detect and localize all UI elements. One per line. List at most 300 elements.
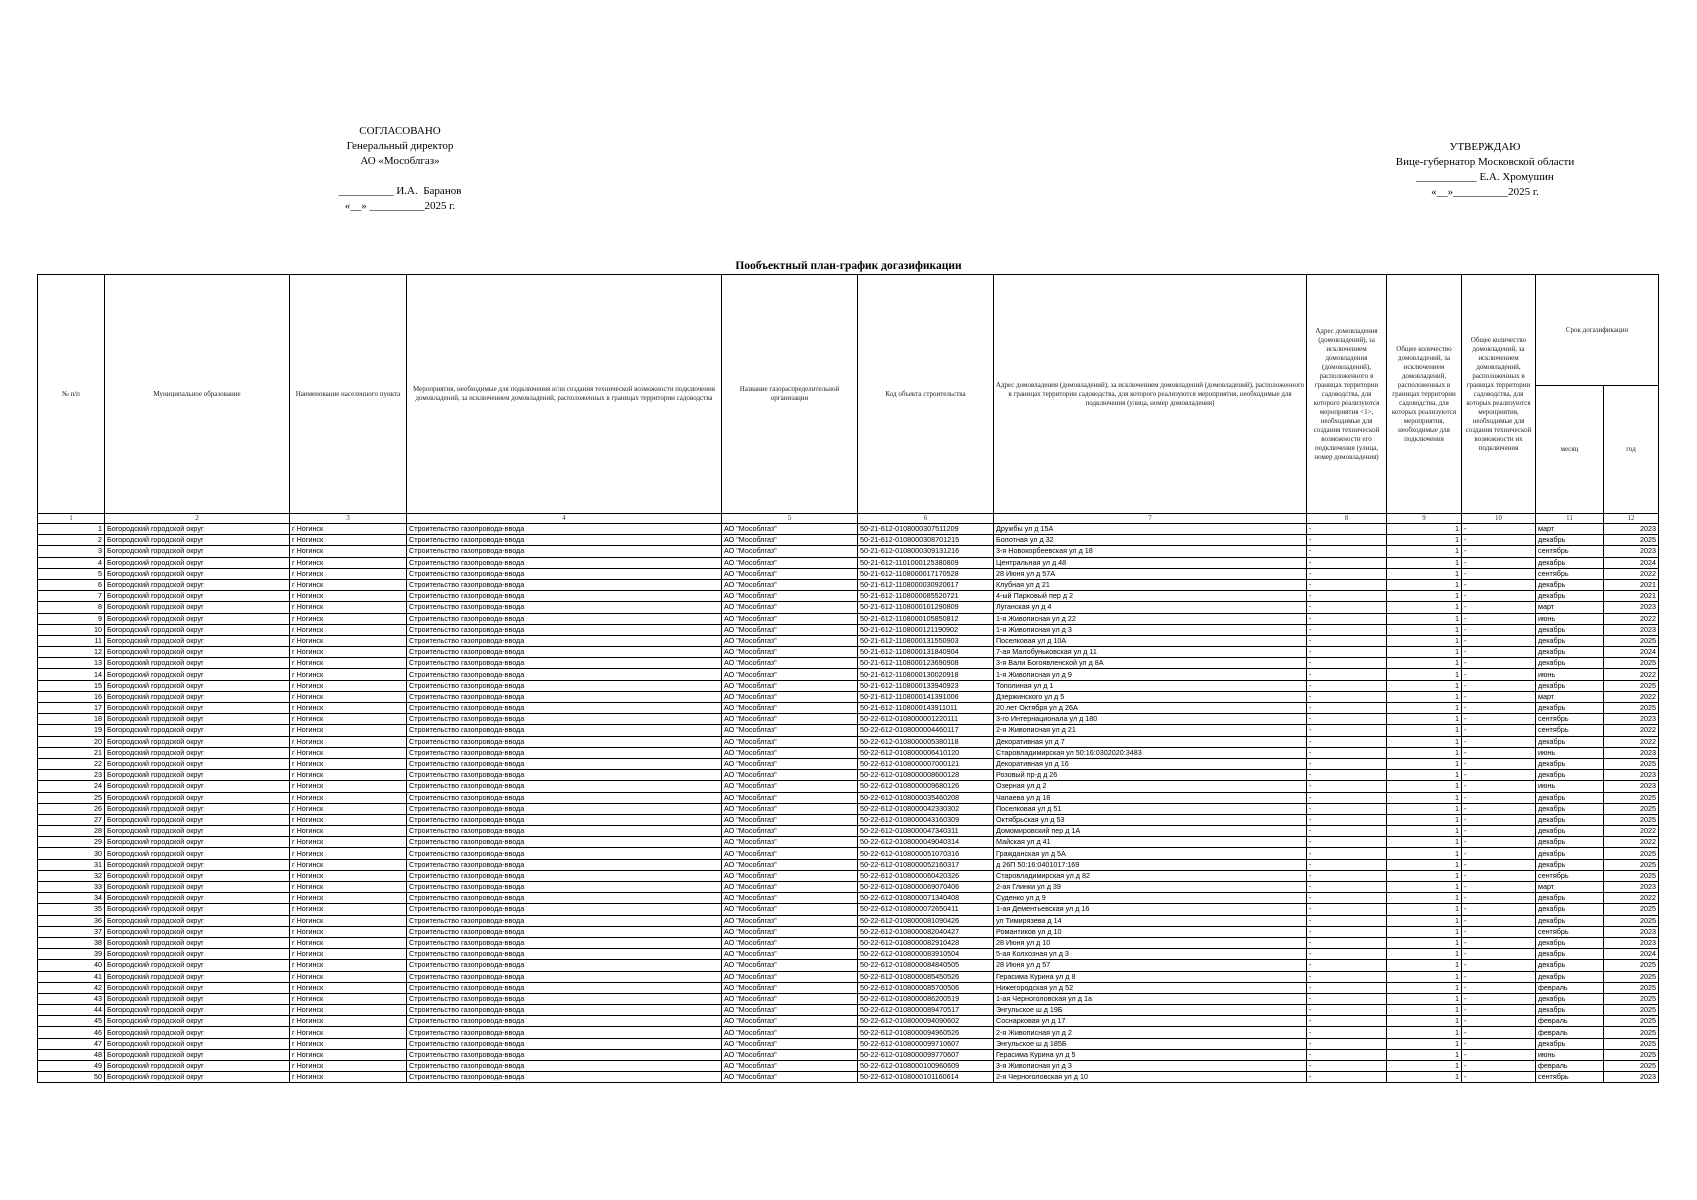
table-row [38, 915, 1659, 926]
cell-settlement: г Ногинск [290, 736, 407, 747]
cell-month: декабрь [1536, 826, 1604, 837]
cell-settlement: г Ногинск [290, 837, 407, 848]
cell-municipality: Богородский городской округ [105, 568, 290, 579]
cell-gas-distribution-org: АО "Мособлгаз" [722, 803, 858, 814]
cell-gas-distribution-org: АО "Мособлгаз" [722, 703, 858, 714]
cell-count-connection: 1 [1387, 613, 1462, 624]
cell-count-connection: 1 [1387, 669, 1462, 680]
table-row [38, 1072, 1659, 1083]
cell-address: Герасима Курина ул д 5 [994, 1049, 1307, 1060]
cell-object-code: 50-22-612-0108000004460117 [858, 725, 994, 736]
cell-year: 2025 [1604, 792, 1659, 803]
cell-object-code: 50-21-612-1108000105850812 [858, 613, 994, 624]
cell-month: декабрь [1536, 647, 1604, 658]
cell-row-number: 40 [38, 960, 105, 971]
table-row [38, 703, 1659, 714]
cell-settlement: г Ногинск [290, 691, 407, 702]
cell-measure: Строительство газопровода-ввода [407, 882, 722, 893]
cell-month: март [1536, 524, 1604, 535]
cell-count-technical: - [1462, 826, 1536, 837]
cell-count-technical: - [1462, 814, 1536, 825]
cell-gas-distribution-org: АО "Мособлгаз" [722, 535, 858, 546]
cell-object-code: 50-22-612-0108000007000121 [858, 758, 994, 769]
cell-row-number: 16 [38, 691, 105, 702]
cell-object-code: 50-21-612-1101000125380809 [858, 557, 994, 568]
cell-month: сентябрь [1536, 546, 1604, 557]
cell-object-code: 50-22-612-0108000006410120 [858, 747, 994, 758]
table-row [38, 1038, 1659, 1049]
cell-address-technical: - [1307, 736, 1387, 747]
cell-year: 2025 [1604, 1049, 1659, 1060]
cell-count-technical: - [1462, 848, 1536, 859]
cell-address-technical: - [1307, 613, 1387, 624]
cell-address: 1-я Живописная ул д 9 [994, 669, 1307, 680]
cell-month: февраль [1536, 1016, 1604, 1027]
cell-row-number: 43 [38, 993, 105, 1004]
cell-count-technical: - [1462, 635, 1536, 646]
column-number-cell: 6 [858, 514, 994, 524]
cell-count-connection: 1 [1387, 747, 1462, 758]
cell-year: 2023 [1604, 882, 1659, 893]
cell-count-technical: - [1462, 524, 1536, 535]
table-row [38, 1016, 1659, 1027]
cell-count-connection: 1 [1387, 725, 1462, 736]
cell-address-technical: - [1307, 848, 1387, 859]
cell-settlement: г Ногинск [290, 1038, 407, 1049]
cell-year: 2023 [1604, 624, 1659, 635]
cell-address-technical: - [1307, 624, 1387, 635]
cell-gas-distribution-org: АО "Мособлгаз" [722, 882, 858, 893]
table-row [38, 591, 1659, 602]
cell-gas-distribution-org: АО "Мособлгаз" [722, 546, 858, 557]
header-count-technical: Общее количество домовладений, за исключением домовладений, расположенных в границах территории садоводства, для которых реализуются мероприятия, необходимые для создания технической возможности их подключения [1462, 275, 1536, 514]
cell-count-connection: 1 [1387, 658, 1462, 669]
cell-count-connection: 1 [1387, 535, 1462, 546]
cell-measure: Строительство газопровода-ввода [407, 546, 722, 557]
cell-measure: Строительство газопровода-ввода [407, 993, 722, 1004]
cell-address: 1-я Живописная ул д 3 [994, 624, 1307, 635]
cell-month: март [1536, 882, 1604, 893]
table-row [38, 859, 1659, 870]
cell-address-technical: - [1307, 870, 1387, 881]
cell-count-technical: - [1462, 613, 1536, 624]
cell-year: 2023 [1604, 937, 1659, 948]
cell-gas-distribution-org: АО "Мособлгаз" [722, 613, 858, 624]
cell-address-technical: - [1307, 747, 1387, 758]
cell-year: 2025 [1604, 848, 1659, 859]
cell-measure: Строительство газопровода-ввода [407, 770, 722, 781]
cell-address-technical: - [1307, 904, 1387, 915]
table-row [38, 814, 1659, 825]
cell-gas-distribution-org: АО "Мособлгаз" [722, 1061, 858, 1072]
cell-address: 5-ая Колхозная ул д 3 [994, 949, 1307, 960]
cell-measure: Строительство газопровода-ввода [407, 781, 722, 792]
table-row [38, 893, 1659, 904]
cell-count-technical: - [1462, 893, 1536, 904]
cell-count-technical: - [1462, 1038, 1536, 1049]
cell-month: декабрь [1536, 591, 1604, 602]
cell-year: 2025 [1604, 1027, 1659, 1038]
cell-row-number: 5 [38, 568, 105, 579]
cell-count-connection: 1 [1387, 546, 1462, 557]
cell-municipality: Богородский городской округ [105, 1005, 290, 1016]
cell-count-technical: - [1462, 803, 1536, 814]
cell-object-code: 50-22-612-0108000009680126 [858, 781, 994, 792]
cell-address: 3-я Новокорбеевская ул д 18 [994, 546, 1307, 557]
cell-measure: Строительство газопровода-ввода [407, 647, 722, 658]
cell-row-number: 42 [38, 982, 105, 993]
header-year: год [1604, 386, 1659, 514]
cell-year: 2023 [1604, 747, 1659, 758]
cell-address: Поселковая ул д 51 [994, 803, 1307, 814]
cell-month: декабрь [1536, 792, 1604, 803]
cell-count-connection: 1 [1387, 770, 1462, 781]
cell-settlement: г Ногинск [290, 703, 407, 714]
cell-address: Энгульское ш д 19Б [994, 1005, 1307, 1016]
cell-municipality: Богородский городской округ [105, 658, 290, 669]
cell-count-connection: 1 [1387, 792, 1462, 803]
cell-object-code: 50-22-612-0108000101160614 [858, 1072, 994, 1083]
cell-object-code: 50-22-612-0108000043160309 [858, 814, 994, 825]
cell-month: декабрь [1536, 971, 1604, 982]
cell-municipality: Богородский городской округ [105, 770, 290, 781]
cell-object-code: 50-22-612-0108000069070406 [858, 882, 994, 893]
cell-municipality: Богородский городской округ [105, 949, 290, 960]
cell-measure: Строительство газопровода-ввода [407, 535, 722, 546]
cell-measure: Строительство газопровода-ввода [407, 624, 722, 635]
cell-settlement: г Ногинск [290, 1061, 407, 1072]
cell-object-code: 50-22-612-0108000094090602 [858, 1016, 994, 1027]
cell-count-connection: 1 [1387, 1005, 1462, 1016]
cell-measure: Строительство газопровода-ввода [407, 658, 722, 669]
cell-address-technical: - [1307, 982, 1387, 993]
cell-address-technical: - [1307, 1072, 1387, 1083]
cell-municipality: Богородский городской округ [105, 579, 290, 590]
table-row [38, 904, 1659, 915]
cell-settlement: г Ногинск [290, 591, 407, 602]
cell-count-connection: 1 [1387, 949, 1462, 960]
cell-object-code: 50-22-612-0108000099710607 [858, 1038, 994, 1049]
cell-settlement: г Ногинск [290, 882, 407, 893]
cell-row-number: 1 [38, 524, 105, 535]
cell-settlement: г Ногинск [290, 859, 407, 870]
cell-year: 2025 [1604, 680, 1659, 691]
cell-row-number: 26 [38, 803, 105, 814]
cell-gas-distribution-org: АО "Мособлгаз" [722, 658, 858, 669]
cell-address: Тополиная ул д 1 [994, 680, 1307, 691]
cell-year: 2025 [1604, 803, 1659, 814]
cell-row-number: 33 [38, 882, 105, 893]
table-row [38, 1049, 1659, 1060]
column-number-row [38, 514, 1659, 524]
cell-count-connection: 1 [1387, 691, 1462, 702]
approved-position: Вице-губернатор Московской области [1395, 156, 1575, 168]
cell-municipality: Богородский городской округ [105, 703, 290, 714]
cell-year: 2025 [1604, 870, 1659, 881]
cell-row-number: 6 [38, 579, 105, 590]
cell-address: 2-ая Глинки ул д 39 [994, 882, 1307, 893]
cell-gas-distribution-org: АО "Мособлгаз" [722, 949, 858, 960]
cell-address: Декоративная ул д 7 [994, 736, 1307, 747]
cell-address-technical: - [1307, 680, 1387, 691]
cell-year: 2022 [1604, 736, 1659, 747]
cell-measure: Строительство газопровода-ввода [407, 859, 722, 870]
cell-object-code: 50-22-612-0108000051070316 [858, 848, 994, 859]
cell-month: декабрь [1536, 1038, 1604, 1049]
cell-count-technical: - [1462, 691, 1536, 702]
cell-address: Луганская ул д 4 [994, 602, 1307, 613]
cell-month: сентябрь [1536, 725, 1604, 736]
cell-settlement: г Ногинск [290, 803, 407, 814]
cell-year: 2025 [1604, 1061, 1659, 1072]
cell-address-technical: - [1307, 1038, 1387, 1049]
cell-count-connection: 1 [1387, 882, 1462, 893]
cell-address-technical: - [1307, 814, 1387, 825]
cell-count-technical: - [1462, 982, 1536, 993]
cell-row-number: 35 [38, 904, 105, 915]
cell-month: декабрь [1536, 758, 1604, 769]
cell-year: 2022 [1604, 837, 1659, 848]
cell-row-number: 4 [38, 557, 105, 568]
cell-gas-distribution-org: АО "Мособлгаз" [722, 848, 858, 859]
cell-row-number: 34 [38, 893, 105, 904]
cell-gas-distribution-org: АО "Мособлгаз" [722, 758, 858, 769]
table-row [38, 792, 1659, 803]
table-row [38, 826, 1659, 837]
cell-municipality: Богородский городской округ [105, 915, 290, 926]
cell-year: 2023 [1604, 546, 1659, 557]
cell-settlement: г Ногинск [290, 680, 407, 691]
cell-row-number: 18 [38, 714, 105, 725]
cell-settlement: г Ногинск [290, 635, 407, 646]
table-row [38, 848, 1659, 859]
cell-measure: Строительство газопровода-ввода [407, 613, 722, 624]
cell-row-number: 44 [38, 1005, 105, 1016]
cell-object-code: 50-22-612-0108000049040314 [858, 837, 994, 848]
cell-settlement: г Ногинск [290, 579, 407, 590]
cell-measure: Строительство газопровода-ввода [407, 680, 722, 691]
cell-settlement: г Ногинск [290, 826, 407, 837]
cell-gas-distribution-org: АО "Мособлгаз" [722, 937, 858, 948]
cell-count-connection: 1 [1387, 568, 1462, 579]
cell-row-number: 17 [38, 703, 105, 714]
cell-gas-distribution-org: АО "Мособлгаз" [722, 647, 858, 658]
cell-measure: Строительство газопровода-ввода [407, 915, 722, 926]
cell-object-code: 50-21-612-1108000123690908 [858, 658, 994, 669]
cell-year: 2021 [1604, 591, 1659, 602]
cell-row-number: 19 [38, 725, 105, 736]
cell-address: 4-ый Парковый пер д 2 [994, 591, 1307, 602]
cell-object-code: 50-22-612-0108000042330302 [858, 803, 994, 814]
cell-object-code: 50-22-612-0108000086200519 [858, 993, 994, 1004]
table-row [38, 524, 1659, 535]
cell-month: декабрь [1536, 904, 1604, 915]
cell-measure: Строительство газопровода-ввода [407, 557, 722, 568]
cell-gas-distribution-org: АО "Мособлгаз" [722, 725, 858, 736]
cell-row-number: 45 [38, 1016, 105, 1027]
cell-month: февраль [1536, 1027, 1604, 1038]
cell-row-number: 14 [38, 669, 105, 680]
cell-settlement: г Ногинск [290, 949, 407, 960]
column-number-cell: 4 [407, 514, 722, 524]
cell-measure: Строительство газопровода-ввода [407, 747, 722, 758]
cell-gas-distribution-org: АО "Мособлгаз" [722, 770, 858, 781]
table-row [38, 960, 1659, 971]
table-row [38, 624, 1659, 635]
cell-municipality: Богородский городской округ [105, 557, 290, 568]
cell-count-connection: 1 [1387, 803, 1462, 814]
cell-year: 2022 [1604, 893, 1659, 904]
cell-row-number: 38 [38, 937, 105, 948]
cell-address: 1-ая Черноголовская ул д 1а [994, 993, 1307, 1004]
cell-address-technical: - [1307, 937, 1387, 948]
cell-settlement: г Ногинск [290, 971, 407, 982]
cell-year: 2025 [1604, 904, 1659, 915]
cell-year: 2021 [1604, 579, 1659, 590]
cell-count-technical: - [1462, 579, 1536, 590]
cell-count-connection: 1 [1387, 870, 1462, 881]
agreed-date-line: «__» __________2025 г. [344, 200, 456, 212]
cell-year: 2022 [1604, 613, 1659, 624]
cell-address-technical: - [1307, 691, 1387, 702]
cell-municipality: Богородский городской округ [105, 546, 290, 557]
cell-address-technical: - [1307, 568, 1387, 579]
cell-address-technical: - [1307, 658, 1387, 669]
cell-object-code: 50-21-612-1108000131840904 [858, 647, 994, 658]
cell-row-number: 9 [38, 613, 105, 624]
column-number-cell: 8 [1307, 514, 1387, 524]
cell-address: 1-ая Дементьевская ул д 16 [994, 904, 1307, 915]
cell-month: июнь [1536, 613, 1604, 624]
cell-address: Нижегородская ул д 52 [994, 982, 1307, 993]
cell-gas-distribution-org: АО "Мособлгаз" [722, 736, 858, 747]
cell-year: 2025 [1604, 960, 1659, 971]
cell-measure: Строительство газопровода-ввода [407, 1016, 722, 1027]
cell-object-code: 50-22-612-0108000085450526 [858, 971, 994, 982]
cell-count-connection: 1 [1387, 904, 1462, 915]
cell-month: декабрь [1536, 624, 1604, 635]
cell-count-connection: 1 [1387, 680, 1462, 691]
cell-gas-distribution-org: АО "Мособлгаз" [722, 893, 858, 904]
cell-address-technical: - [1307, 949, 1387, 960]
cell-object-code: 50-21-612-1108000121190902 [858, 624, 994, 635]
cell-row-number: 37 [38, 926, 105, 937]
table-row [38, 635, 1659, 646]
cell-address: 28 Июня ул д 57А [994, 568, 1307, 579]
approval-block-agreed [270, 124, 530, 214]
cell-gas-distribution-org: АО "Мособлгаз" [722, 781, 858, 792]
cell-settlement: г Ногинск [290, 1072, 407, 1083]
cell-row-number: 22 [38, 758, 105, 769]
cell-object-code: 50-21-612-1108000131550903 [858, 635, 994, 646]
cell-count-connection: 1 [1387, 982, 1462, 993]
cell-count-connection: 1 [1387, 826, 1462, 837]
cell-object-code: 50-21-612-0108000307511209 [858, 524, 994, 535]
cell-year: 2022 [1604, 826, 1659, 837]
cell-gas-distribution-org: АО "Мособлгаз" [722, 859, 858, 870]
cell-address-technical: - [1307, 579, 1387, 590]
cell-address-technical: - [1307, 1049, 1387, 1060]
cell-municipality: Богородский городской округ [105, 1061, 290, 1072]
cell-measure: Строительство газопровода-ввода [407, 960, 722, 971]
table-row [38, 949, 1659, 960]
table-row [38, 546, 1659, 557]
cell-address: Майская ул д 41 [994, 837, 1307, 848]
cell-measure: Строительство газопровода-ввода [407, 1072, 722, 1083]
cell-object-code: 50-22-612-0108000089470517 [858, 1005, 994, 1016]
cell-gas-distribution-org: АО "Мособлгаз" [722, 926, 858, 937]
cell-month: декабрь [1536, 658, 1604, 669]
cell-count-connection: 1 [1387, 714, 1462, 725]
cell-year: 2024 [1604, 647, 1659, 658]
cell-municipality: Богородский городской округ [105, 1027, 290, 1038]
cell-count-technical: - [1462, 1072, 1536, 1083]
cell-month: декабрь [1536, 937, 1604, 948]
cell-count-technical: - [1462, 781, 1536, 792]
cell-count-technical: - [1462, 937, 1536, 948]
cell-measure: Строительство газопровода-ввода [407, 792, 722, 803]
cell-municipality: Богородский городской округ [105, 937, 290, 948]
cell-measure: Строительство газопровода-ввода [407, 870, 722, 881]
table-row [38, 1027, 1659, 1038]
cell-municipality: Богородский городской округ [105, 747, 290, 758]
cell-count-technical: - [1462, 1005, 1536, 1016]
cell-count-technical: - [1462, 915, 1536, 926]
table-row [38, 714, 1659, 725]
cell-count-technical: - [1462, 602, 1536, 613]
cell-address-technical: - [1307, 1005, 1387, 1016]
cell-month: декабрь [1536, 949, 1604, 960]
approved-title: УТВЕРЖДАЮ [1449, 141, 1521, 153]
cell-count-technical: - [1462, 647, 1536, 658]
column-number-cell: 3 [290, 514, 407, 524]
cell-month: декабрь [1536, 770, 1604, 781]
cell-month: сентябрь [1536, 1072, 1604, 1083]
cell-month: декабрь [1536, 893, 1604, 904]
table-row [38, 613, 1659, 624]
cell-count-connection: 1 [1387, 624, 1462, 635]
header-gasification-term: Срок догазификации [1536, 275, 1659, 386]
cell-municipality: Богородский городской округ [105, 882, 290, 893]
cell-settlement: г Ногинск [290, 982, 407, 993]
cell-object-code: 50-21-612-1108000030920617 [858, 579, 994, 590]
table-row [38, 691, 1659, 702]
cell-count-connection: 1 [1387, 703, 1462, 714]
cell-count-technical: - [1462, 624, 1536, 635]
cell-settlement: г Ногинск [290, 758, 407, 769]
cell-gas-distribution-org: АО "Мособлгаз" [722, 814, 858, 825]
cell-municipality: Богородский городской округ [105, 1016, 290, 1027]
cell-address-technical: - [1307, 602, 1387, 613]
cell-count-technical: - [1462, 882, 1536, 893]
cell-row-number: 36 [38, 915, 105, 926]
cell-address-technical: - [1307, 993, 1387, 1004]
agreed-position: Генеральный директор [346, 140, 454, 152]
cell-gas-distribution-org: АО "Мособлгаз" [722, 837, 858, 848]
cell-gas-distribution-org: АО "Мособлгаз" [722, 960, 858, 971]
column-number-cell: 10 [1462, 514, 1536, 524]
cell-address-technical: - [1307, 882, 1387, 893]
cell-gas-distribution-org: АО "Мособлгаз" [722, 635, 858, 646]
table-row [38, 557, 1659, 568]
cell-settlement: г Ногинск [290, 960, 407, 971]
table-row [38, 937, 1659, 948]
cell-address: 2-я Живописная ул д 2 [994, 1027, 1307, 1038]
cell-gas-distribution-org: АО "Мособлгаз" [722, 993, 858, 1004]
cell-row-number: 30 [38, 848, 105, 859]
cell-address-technical: - [1307, 770, 1387, 781]
cell-object-code: 50-21-612-1108000130020918 [858, 669, 994, 680]
